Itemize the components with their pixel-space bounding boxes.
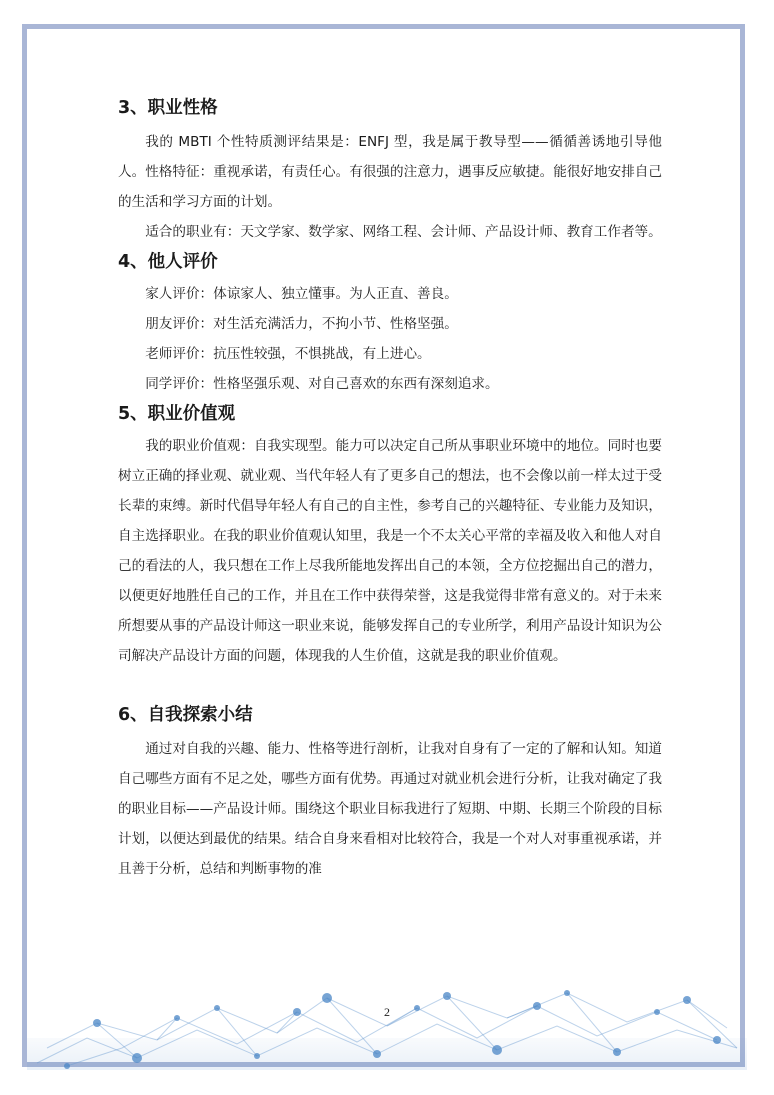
paragraph: 通过对自我的兴趣、能力、性格等进行剖析，让我对自身有了一定的了解和认知。知道自己哪些方面有不足之处，哪些方面有优势。再通过对就业机会进行分析，让我对确定了我的职业目标——产品设计师。围绕这个职业目标我进行了短期、中期、长期三个阶段的目标计划，以便达到最优的结果。结合自身来看相对比较符合，我是一个对人对事重视承诺，并且善于分析，总结和判断事物的准: [118, 741, 662, 877]
paragraph: 家人评价：体谅家人、独立懂事。为人正直、善良。: [145, 286, 458, 302]
section-heading: 3、职业性格: [118, 98, 218, 118]
paragraph: 适合的职业有：天文学家、数学家、网络工程、会计师、产品设计师、教育工作者等。: [145, 224, 662, 240]
paragraph: 我的职业价值观：自我实现型。能力可以决定自己所从事职业环境中的地位。同时也要树立正确的择业观、就业观、当代年轻人有了更多自己的想法，也不会像以前一样太过于受长辈的束缚。新时代倡导年轻人有自己的自主性，参考自己的兴趣特征、专业能力及知识，自主选择职业。在我的职业价值观认知里，我是一个不太关心平常的幸福及收入和他人对自己的看法的人，我只想在工作上尽我所能地发挥出自己的本领，全方位挖掘出自己的潜力，以便更好地胜任自己的工作，并且在工作中获得荣誉，这是我觉得非常有意义的。对于未来所想要从事的产品设计师这一职业来说，能够发挥自己的专业所学，利用产品设计知识为公司解决产品设计方面的问题，体现我的人生价值，这就是我的职业价值观。: [118, 438, 662, 664]
paragraph: 朋友评价：对生活充满活力，不拘小节、性格坚强。: [145, 316, 458, 332]
paragraph: 同学评价：性格坚强乐观、对自己喜欢的东西有深刻追求。: [145, 376, 499, 392]
section-heading: 4、他人评价: [118, 252, 218, 272]
section-self-exploration-summary: [118, 702, 662, 884]
section-others-evaluation: [118, 249, 662, 399]
section-heading: 6、自我探索小结: [118, 705, 253, 725]
section-heading: 5、职业价值观: [118, 404, 236, 424]
section-career-values: [118, 401, 662, 671]
paragraph: 老师评价：抗压性较强，不惧挑战，有上进心。: [145, 346, 431, 362]
paragraph: 我的 MBTI 个性特质测评结果是：ENFJ 型，我是属于教导型——循循善诱地引导他人。性格特征：重视承诺，有责任心。有很强的注意力，遇事反应敏捷。能很好地安排自己的生活和学习方面的计划。: [118, 134, 662, 210]
page-number: 2: [384, 1005, 390, 1019]
document-body: [118, 95, 662, 884]
network-graphic: [27, 978, 747, 1070]
section-career-personality: [118, 95, 662, 247]
